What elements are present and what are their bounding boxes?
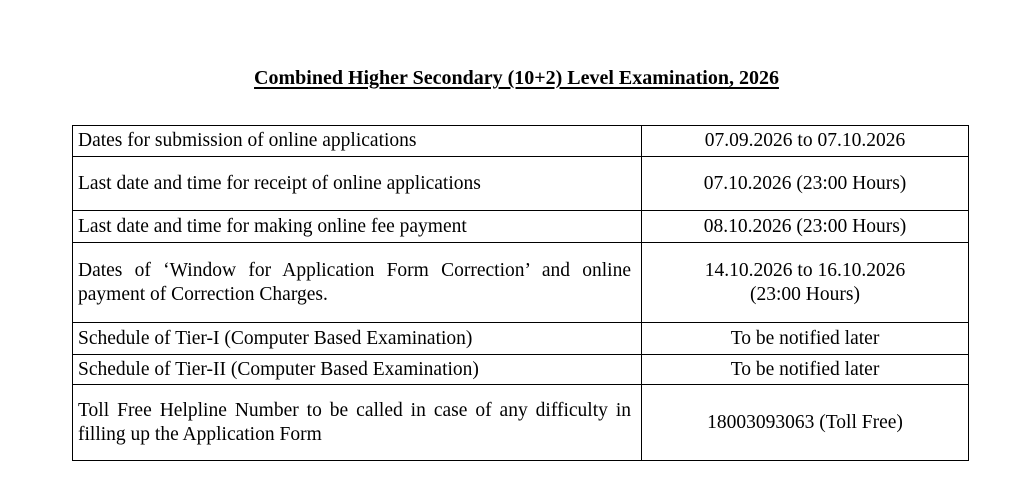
event-cell: Dates of ‘Window for Application Form Correction’ and online payment of Correction Charges. <box>73 243 642 323</box>
document-title: Combined Higher Secondary (10+2) Level Examination, 2026 <box>254 67 779 89</box>
date-cell <box>642 355 969 385</box>
event-cell: Last date and time for making online fee payment <box>73 211 642 243</box>
date-text: 07.09.2026 to 07.10.2026 <box>704 130 906 151</box>
date-cell <box>642 243 969 323</box>
table-row <box>73 243 969 323</box>
table-row <box>73 126 969 157</box>
date-text: To be notified later <box>730 358 880 380</box>
date-text: (23:00 Hours) <box>750 283 860 305</box>
date-cell <box>642 385 969 461</box>
date-cell <box>642 211 969 243</box>
date-text: 18003093063 (Toll Free) <box>707 411 903 433</box>
event-cell: Dates for submission of online applications <box>73 126 642 157</box>
date-cell <box>642 323 969 355</box>
schedule-table <box>72 125 969 461</box>
table-row <box>73 385 969 461</box>
event-cell: Schedule of Tier-I (Computer Based Examination) <box>73 323 642 355</box>
table-row <box>73 323 969 355</box>
date-cell <box>642 157 969 211</box>
date-text: To be notified later <box>730 327 880 349</box>
event-cell: Last date and time for receipt of online applications <box>73 157 642 211</box>
table-row <box>73 211 969 243</box>
table-row <box>73 355 969 385</box>
date-cell <box>642 126 969 157</box>
date-text: 14.10.2026 to 16.10.2026 <box>704 259 906 281</box>
table-row <box>73 157 969 211</box>
date-text: 07.10.2026 (23:00 Hours) <box>703 172 907 194</box>
date-text: 08.10.2026 (23:00 Hours) <box>703 215 907 237</box>
event-cell: Toll Free Helpline Number to be called in case of any difficulty in filling up the Application Form <box>73 385 642 461</box>
event-cell: Schedule of Tier-II (Computer Based Examination) <box>73 355 642 385</box>
